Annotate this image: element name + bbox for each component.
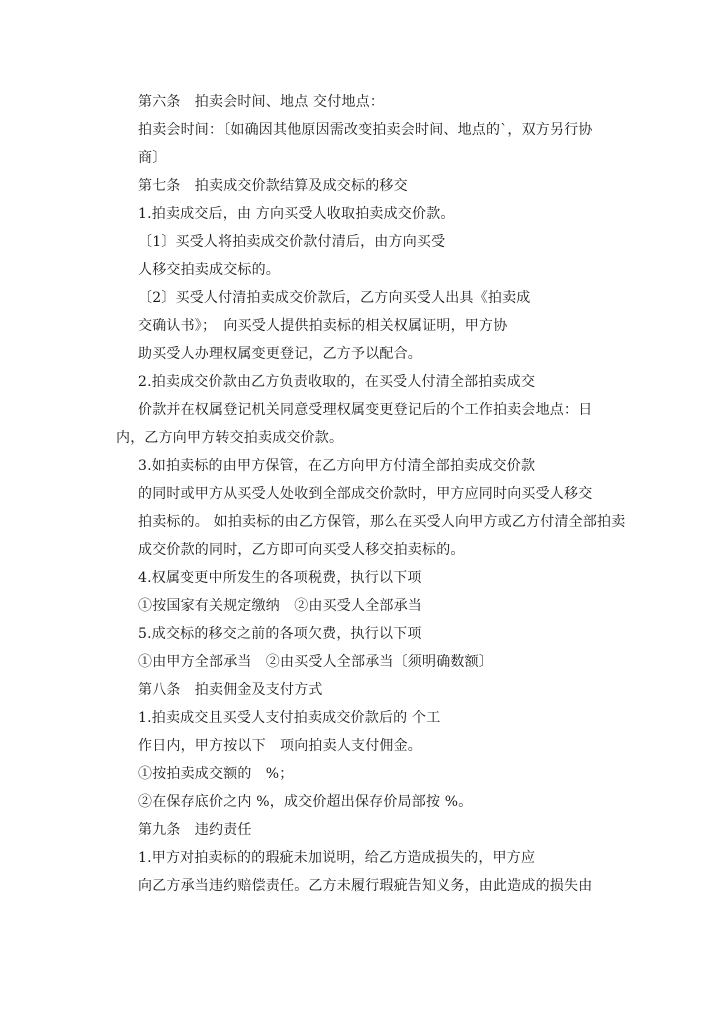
- clause-7-2-cont2: 内，乙方向甲方转交拍卖成交价款。: [116, 430, 344, 446]
- auction-time-paragraph: 拍卖会时间：〔如确因其他原因需改变拍卖会时间、地点的`，双方另行协: [138, 122, 593, 138]
- clause-7-1-item-2-cont: 交确认书》； 向买受人提供拍卖标的相关权属证明，甲方协: [138, 318, 508, 334]
- clause-9-1-cont: 向乙方承当违约赔偿责任。乙方未履行瑕疵告知义务，由此造成的损失由: [138, 878, 593, 894]
- clause-9-1: 1.甲方对拍卖标的的瑕疵未加说明，给乙方造成损失的，甲方应: [138, 850, 536, 866]
- article-7-heading: 第七条 拍卖成交价款结算及成交标的移交: [138, 178, 408, 194]
- clause-7-3-cont: 的同时或甲方从买受人处收到全部成交价款时，甲方应同时向买受人移交: [138, 486, 593, 502]
- auction-time-paragraph-cont: 商〕: [138, 150, 167, 166]
- clause-7-1-item-1-cont: 人移交拍卖成交标的。: [138, 262, 280, 278]
- article-9-heading: 第九条 违约责任: [138, 822, 252, 838]
- clause-8-1: 1.拍卖成交且买受人支付拍卖成交价款后的 个工: [138, 710, 441, 726]
- clause-7-1: 1.拍卖成交后，由 方向买受人收取拍卖成交价款。: [138, 206, 455, 222]
- clause-7-5: 5.成交标的移交之前的各项欠费，执行以下项: [138, 626, 422, 642]
- clause-7-3-cont3: 成交价款的同时，乙方即可向买受人移交拍卖标的。: [138, 542, 465, 558]
- clause-7-1-item-2-cont2: 助买受人办理权属变更登记，乙方予以配合。: [138, 346, 422, 362]
- clause-7-3-cont2: 拍卖标的。 如拍卖标的由乙方保管，那么在买受人向甲方或乙方付清全部拍卖: [138, 514, 626, 530]
- clause-7-4-options: ①按国家有关规定缴纳 ②由买受人全部承当: [138, 598, 422, 614]
- clause-7-2-cont: 价款并在权属登记机关同意受理权属变更登记后的个工作拍卖会地点：日: [138, 402, 593, 418]
- clause-7-1-item-2: 〔2〕买受人付清拍卖成交价款后，乙方向买受人出具《拍卖成: [138, 290, 531, 306]
- clause-7-5-options: ①由甲方全部承当 ②由买受人全部承当〔须明确数额〕: [138, 654, 493, 670]
- clause-8-1-option-1: ①按拍卖成交额的 %；: [138, 766, 294, 782]
- clause-7-4: 4.权属变更中所发生的各项税费，执行以下项: [138, 570, 422, 586]
- clause-7-2: 2.拍卖成交价款由乙方负责收取的，在买受人付清全部拍卖成交: [138, 374, 536, 390]
- clause-7-1-item-1: 〔1〕买受人将拍卖成交价款付清后，由方向买受: [138, 234, 446, 250]
- article-8-heading: 第八条 拍卖佣金及支付方式: [138, 682, 323, 698]
- clause-8-1-cont: 作日内，甲方按以下 项向拍卖人支付佣金。: [138, 738, 422, 754]
- article-6-heading: 第六条 拍卖会时间、地点 交付地点：: [138, 94, 385, 110]
- clause-8-1-option-2: ②在保存底价之内 %，成交价超出保存价局部按 %。: [138, 794, 473, 810]
- clause-7-3: 3.如拍卖标的由甲方保管，在乙方向甲方付清全部拍卖成交价款: [138, 458, 536, 474]
